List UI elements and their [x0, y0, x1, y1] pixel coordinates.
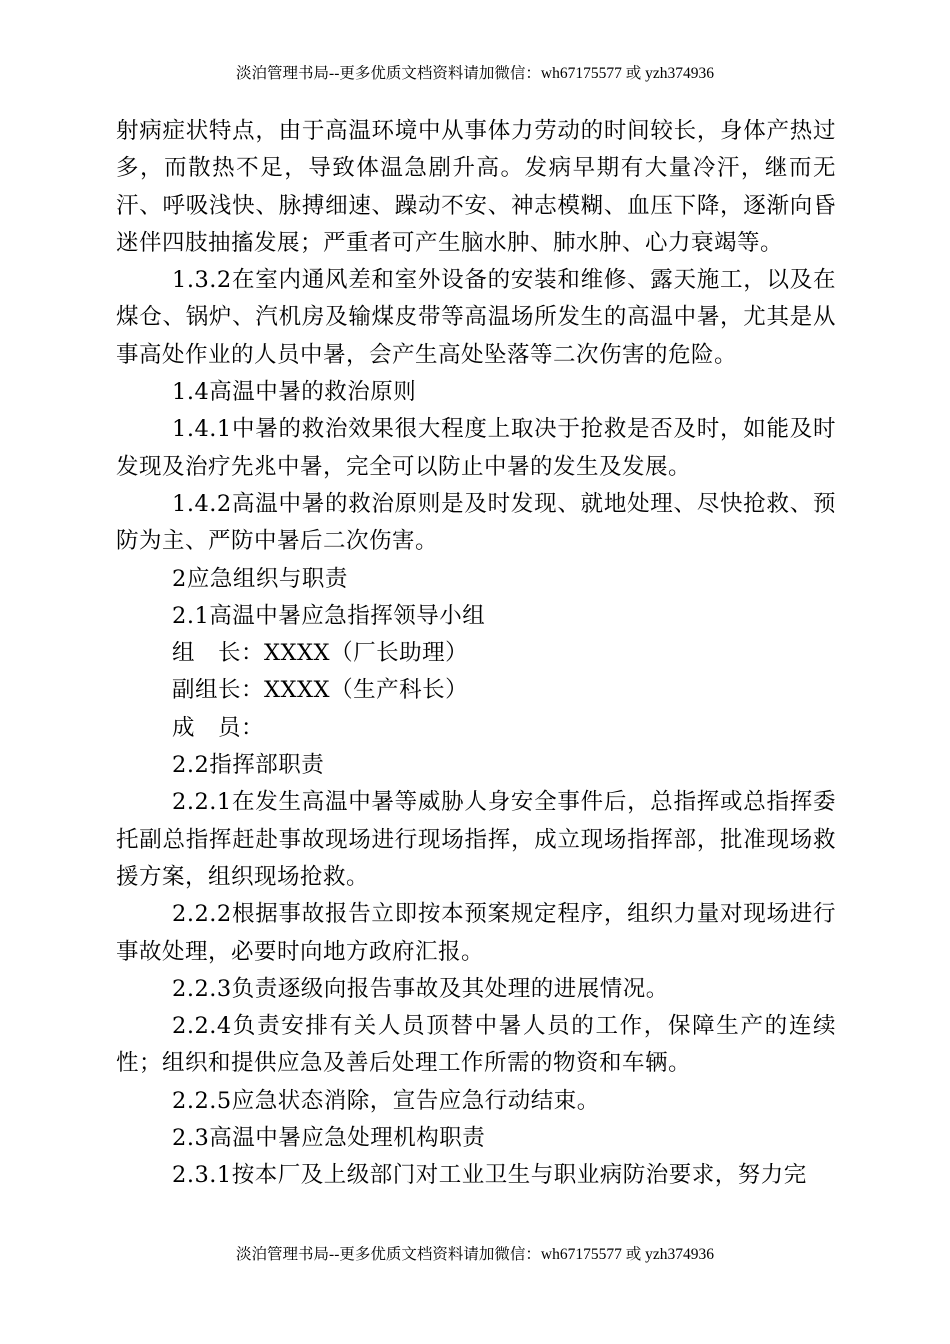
- paragraph: 2.2.2根据事故报告立即按本预案规定程序，组织力量对现场进行事故处理，必要时向地方政府汇报。: [116, 901, 836, 965]
- deputy-leader-line: 副组长：XXXX（生产科长）: [172, 677, 469, 704]
- section-heading: 2.2指挥部职责: [172, 752, 325, 779]
- section-heading: 2.3高温中暑应急处理机构职责: [172, 1125, 486, 1152]
- page-header: 淡泊管理书局--更多优质文档资料请加微信：wh67175577 或 yzh374936: [236, 65, 714, 82]
- section-heading: 2.1高温中暑应急指挥领导小组: [172, 602, 486, 629]
- paragraph: 2.2.1在发生高温中暑等威胁人身安全事件后，总指挥或总指挥委托副总指挥赶赴事故现场进行现场指挥，成立现场指挥部，批准现场救援方案，组织现场抢救。: [116, 789, 836, 890]
- paragraph: 2.3.1按本厂及上级部门对工业卫生与职业病防治要求，努力完: [172, 1162, 807, 1189]
- paragraph: 2.2.5应急状态消除，宣告应急行动结束。: [172, 1087, 600, 1114]
- members-line: 成 员：: [172, 714, 265, 741]
- paragraph: 2.2.4负责安排有关人员顶替中暑人员的工作，保障生产的连续性；组织和提供应急及善后处理工作所需的物资和车辆。: [116, 1013, 836, 1077]
- document-body: [116, 113, 836, 1195]
- section-heading: 2应急组织与职责: [172, 565, 348, 592]
- section-heading: 1.4高温中暑的救治原则: [172, 379, 417, 406]
- team-leader-line: 组 长：XXXX（厂长助理）: [172, 640, 469, 667]
- page-footer: 淡泊管理书局--更多优质文档资料请加微信：wh67175577 或 yzh374936: [236, 1246, 714, 1263]
- paragraph: 2.2.3负责逐级向报告事故及其处理的进展情况。: [172, 975, 669, 1002]
- paragraph: 1.4.2高温中暑的救治原则是及时发现、就地处理、尽快抢救、预防为主、严防中暑后二次伤害。: [116, 490, 836, 555]
- paragraph: 1.3.2在室内通风差和室外设备的安装和维修、露天施工，以及在煤仓、锅炉、汽机房及输煤皮带等高温场所发生的高温中暑，尤其是从事高处作业的人员中暑，会产生高处坠落等二次伤害的危险。: [116, 267, 836, 368]
- paragraph: 1.4.1中暑的救治效果很大程度上取决于抢救是否及时，如能及时发现及治疗先兆中暑，完全可以防止中暑的发生及发展。: [116, 416, 836, 480]
- paragraph: 射病症状特点，由于高温环境中从事体力劳动的时间较长，身体产热过多，而散热不足，导致体温急剧升高。发病早期有大量冷汗，继而无汗、呼吸浅快、脉搏细速、躁动不安、神志模糊、血压下降，逐渐向昏迷伴四肢抽搐发展；严重者可产生脑水肿、肺水肿、心力衰竭等。: [116, 118, 836, 256]
